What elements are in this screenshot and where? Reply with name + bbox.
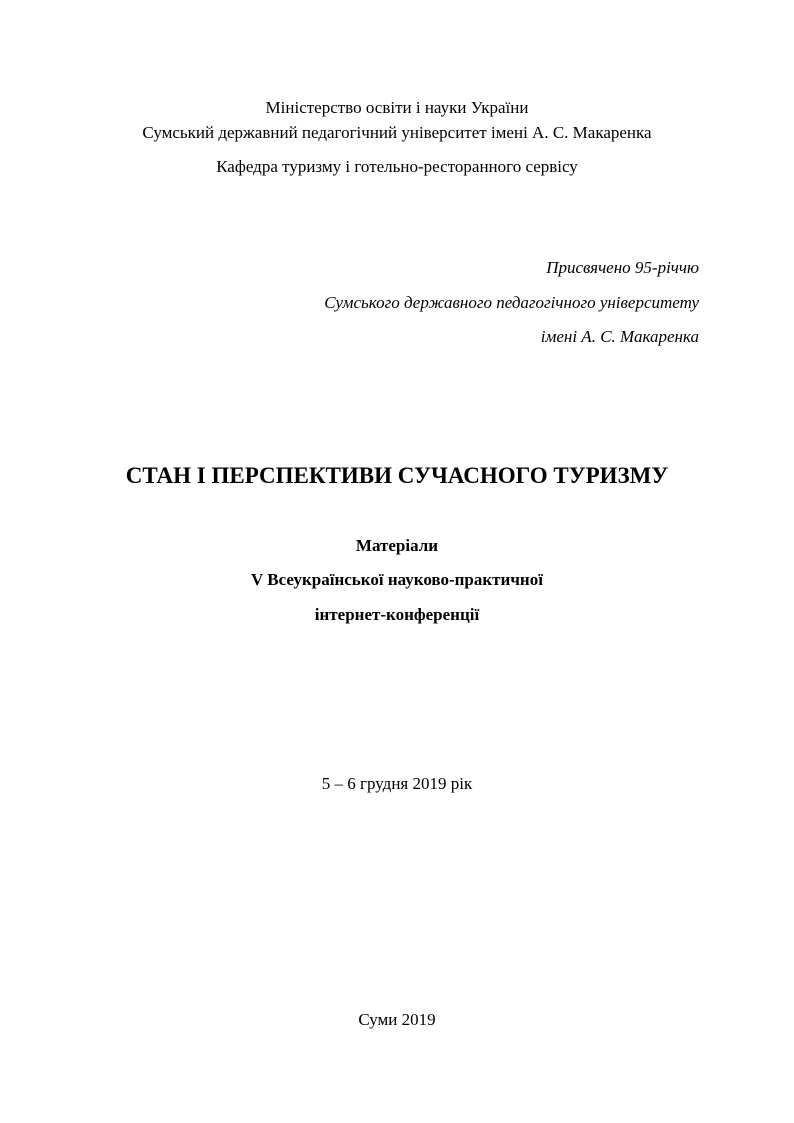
dedication-line-1: Присвячено 95-річчю bbox=[546, 258, 699, 277]
dedication-line-2: Сумського державного педагогічного університету bbox=[324, 293, 699, 312]
department-name: Кафедра туризму і готельно-ресторанного сервісу bbox=[216, 157, 578, 176]
ministry-name: Міністерство освіти і науки України bbox=[265, 98, 529, 117]
conference-date: 5 – 6 грудня 2019 рік bbox=[321, 774, 473, 793]
dedication-line-3: імені А. С. Макаренка bbox=[540, 327, 699, 346]
university-name: Сумський державний педагогічний університет імені А. С. Макаренка bbox=[142, 123, 652, 142]
place-and-year: Суми 2019 bbox=[358, 1010, 436, 1029]
document-title: СТАН І ПЕРСПЕКТИВИ СУЧАСНОГО ТУРИЗМУ bbox=[125, 463, 669, 488]
subtitle-line-2: V Всеукраїнської науково-практичної bbox=[251, 570, 543, 589]
subtitle-line-1: Матеріали bbox=[355, 536, 439, 555]
subtitle-line-3: інтернет-конференції bbox=[314, 605, 480, 624]
